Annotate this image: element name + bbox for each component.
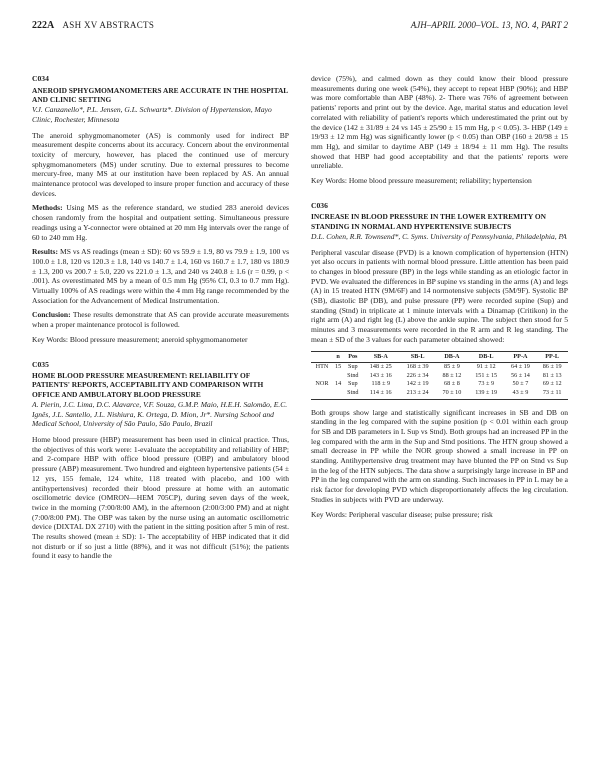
table-cell: 15 [335,363,342,371]
keywords: Key Words: Home blood pressure measurement; reliability; hypertension [311,176,532,186]
table-cell [333,372,343,381]
abstract-authors: A. Pierin, J.C. Lima, D.C. Alavarce, V.F. Souza, G.M.P. Maio, H.E.H. Salomão, E.C. Ignês, J.L. Santello, J.L. Nishiura, K. Ortega, D. Mion, Jr*. Nursing School and Medical School, University of São Paulo, São Paulo, Brazil [32,399,288,429]
table-cell: 85 ± 9 [444,363,460,371]
conclusion-text: These results demonstrate that AS can provide accurate measurements when a proper maintenance protocol is followed. [32,310,289,330]
abstract-authors: D.L. Cohen, R.R. Townsend*, C. Syms. University of Pennsylvania, Philadelphia, PA [311,231,567,241]
table-cell: HTN [315,363,329,371]
abstract-authors: V.J. Canzanello*, P.L. Jensen, G.L. Schwartz*. Division of Hypertension, Mayo Clinic, Rochester, Minnesota [32,105,272,124]
abstract-title: HOME BLOOD PRESSURE MEASUREMENT: RELIABILITY OF PATIENTS' REPORTS, ACCEPTABILITY AND COMPARISON WITH OFFICE AND AMBULATORY BLOOD PRESSURE [32,371,264,399]
results-paragraph [32,247,289,305]
conclusion-label: Conclusion: [32,310,71,320]
table-cell: 73 ± 9 [478,380,495,388]
abstract-title: ANEROID SPHYGMOMANOMETERS ARE ACCURATE IN THE HOSPITAL AND CLINIC SETTING [32,85,288,104]
journal-section: ASH XV ABSTRACTS [62,20,155,30]
table-cell: 86 ± 19 [542,363,562,371]
table-cell: Sup [348,380,358,388]
abstract-c036 [311,201,568,520]
methods-label: Methods: [32,203,63,213]
table-row [311,372,568,381]
table-cell: 43 ± 9 [505,389,537,399]
table-cell: 226 ± 34 [406,371,429,379]
methods-paragraph [32,203,289,242]
table-cell: 91 ± 12 [476,363,496,371]
table-cell: 50 ± 7 [512,380,529,388]
table-header: PP-A [505,351,537,363]
table-row [311,389,568,399]
table-cell: 70 ± 10 [436,389,468,399]
table-cell: 168 ± 39 [406,363,429,371]
table-cell: 81 ± 13 [542,371,562,379]
abstract-body: Peripheral vascular disease (PVD) is a known complication of hypertension (HTN) yet also occurs in patients with normal blood pressure. Little attention has been paid to changes in blood pressure (BP) in the legs while standing as an etiologic factor in PVD. We evaluated the differences in BP supine vs standing in the arms (A) and legs (A) in 15 treated HTN (9M/6F) and 14 normotensive subjects (5M/9F). Systolic BP (SB), diastolic BP (DB), and pulse pressure (PP) were recorded supine (Sup) and standing (Stnd) in triplicate at 1 minute intervals with a Dinamap (Critikon) in the right arm (A) and right leg (L) above the ankle supine. The subject then stood for 5 minutes and 3 measurements were recorded in the R arm and R leg standing. The mean ± SD of the 3 values for each parameter obtained showed: [311,247,568,344]
table-cell: NOR [315,380,329,388]
page-number: 222A [32,20,55,31]
running-header [32,20,568,36]
table-cell [311,372,333,381]
header-left [32,20,154,31]
abstract-c035 [32,360,289,562]
table-cell [333,389,343,399]
table-cell: 213 ± 24 [399,389,436,399]
table-row [311,363,568,372]
table-header-row [311,351,568,363]
conclusion-paragraph [32,310,289,329]
abstract-code: C035 [32,359,49,369]
table-header: n [333,351,343,363]
table-cell: 88 ± 12 [442,371,462,379]
keywords: Key Words: Blood pressure measurement; aneroid sphygmomanometer [32,334,248,344]
table-header: SB-L [399,351,436,363]
table-cell: 114 ± 16 [362,389,399,399]
keywords: Key Words: Peripheral vascular disease; pulse pressure; risk [311,509,493,519]
results-text: MS vs AS readings (mean ± SD): 60 vs 59.9 ± 1.9, 80 vs 79.9 ± 1.9, 100 vs 100.0 ± 1.8, 120 vs 120.3 ± 1.8, 140 vs 140.7 ± 1.4, 160 vs 160.7 ± 1.7, 180 vs 180.9 ± 1.3, 200 vs 200.7 ± 5.0, 220 vs 221.0 ± 1.3, and 240 vs 240.8 ± 1.6 (r = 0.99, p < .001). As overestimated MS by a mean of 0.5 mm Hg (95% CI, 0.3 to 0.7 mm Hg). Virtually 100% of AS readings were within the 4 mm Hg range recommended by the Association for the Advancement of Medical Instrumentation. [32,247,290,305]
table-cell: 73 ± 11 [536,389,568,399]
bp-results-table [311,351,568,400]
right-column [311,74,568,524]
table-cell [311,389,333,399]
table-cell: 14 [335,380,342,388]
table-cell: 151 ± 15 [475,371,498,379]
table-cell: Stnd [347,371,359,379]
table-cell: 148 ± 25 [369,363,392,371]
journal-citation: AJH–APRIL 2000–VOL. 13, NO. 4, PART 2 [410,20,568,30]
table-cell: 118 ± 9 [371,380,391,388]
results-label: Results: [32,247,58,257]
table-cell: 64 ± 19 [511,363,530,371]
table-header: DB-A [436,351,468,363]
abstract-body-results: Both groups show large and statistically significant increases in SB and DB on standing in the leg compared with the supine position (p < 0.01 within each group for SB and DB parameters in L Sup vs Stnd). Both groups had an increased PP in the leg compared with the arm in the Sup and Stnd positions. The HTN group showed a small decrease in PP while the NOR group showed a small increase in PP on standing. Antihypertensive drug treatment may have blunted the PP on Stnd vs Sup in the leg of the HTN subjects. The data show a surprisingly large increase in BP and PP in the leg compared with the arm on standing. Such increases in PP in L may be a risk factor for developing PVD which disproportionately affects the leg circulation. Studies in subjects with PVD are underway. [311,407,568,504]
methods-text: Using MS as the reference standard, we studied 283 aneroid devices chosen randomly from the hospital and outpatient setting. Simultaneous pressure readings using a Y-connector were obtained at 20 mm Hg intervals over the range of 60 to 240 mm Hg. [32,203,289,242]
abstract-code: C036 [311,200,328,210]
abstract-body-continued: device (75%), and calmed down as they could know their blood pressure measurements during one week (54%), they accept to repeat HBP (90%); and HBP was more comfortable than ABP (48%). 2- There was 76% of agreement between patients' reports and print out by the device. Age, marital status and education level correlated with reliability of patient's reports which underestimated the print out by the device (142 ± 31/89 ± 24 vs 145 ± 25/90 ± 15 mm Hg, p < 0.05). 3- HBP (149 ± 19/93 ± 12 mm Hg) was significantly lower (p < 0.05) than OBP (160 ± 20/98 ± 15 mm Hg), and similar to daytime ABP (149 ± 18/94 ± 11 mm Hg). The results showed that HBP had good acceptability and that the patients' reports were unreliable. [311,74,568,171]
table-cell: Stnd [343,389,362,399]
table-header: Pos [343,351,362,363]
table-cell: Sup [348,363,358,371]
table-header: PP-L [536,351,568,363]
abstract-code: C034 [32,74,49,83]
table-header: SB-A [362,351,399,363]
table-cell: 143 ± 16 [369,371,392,379]
table-row [311,380,568,389]
table-cell: 68 ± 8 [444,380,460,388]
abstract-title: INCREASE IN BLOOD PRESSURE IN THE LOWER EXTREMITY ON STANDING IN NORMAL AND HYPERTENSIVE SUBJECTS [311,212,546,231]
table-cell: 69 ± 12 [542,380,562,388]
table-header: DB-L [468,351,505,363]
left-column [32,74,289,566]
abstract-intro: The aneroid sphygmomanometer (AS) is commonly used for indirect BP measurement despite concerns about its accuracy. Concern about the environmental toxicity of mercury, however, has placed the continued use of mercury sphygmomanometers (MS) under scrutiny. Due to external pressures to become mercury-free, many MS at our institution have been replaced by AS. An annual maintenance protocol was developed to insure proper function and accuracy of these devices. [32,130,289,198]
table-cell: 56 ± 14 [511,371,530,379]
table-cell: 142 ± 19 [406,380,429,388]
abstract-c034 [32,74,289,345]
table-cell: 139 ± 19 [468,389,505,399]
abstract-body: Home blood pressure (HBP) measurement has been used in clinical practice. Thus, the objectives of this work were: 1-evaluate the acceptability and reliability of HBP; and 2-compare HBP with office blood pressure (OBP) and ambulatory blood pressure (ABP) measurement. Two hundred and eighteen hypertensive patients (54 ± 12 yrs, 155 female, 124 white, 118 treated with placebo, and 100 with antihypertensives) recorded their blood pressure at home with an automatic oscillometric device (OMRON—HEM 705CP), during seven days of the week, twice in the morning (7:00/8:00 AM), in the afternoon (2:00/3:00 PM) and at night (7:00/8:00 PM). The OBP was taken by the nurse using an automatic oscillometric device (DIXTAL DX 2710) with the patient in the sitting position after 5 min of rest. The results showed (mean ± SD): 1- The acceptability of HBP indicated that it did not disturb or if so just a little (88%), and it was not difficult (51%); the patients found it easy to handle the [32,435,289,561]
table-header [311,351,333,363]
